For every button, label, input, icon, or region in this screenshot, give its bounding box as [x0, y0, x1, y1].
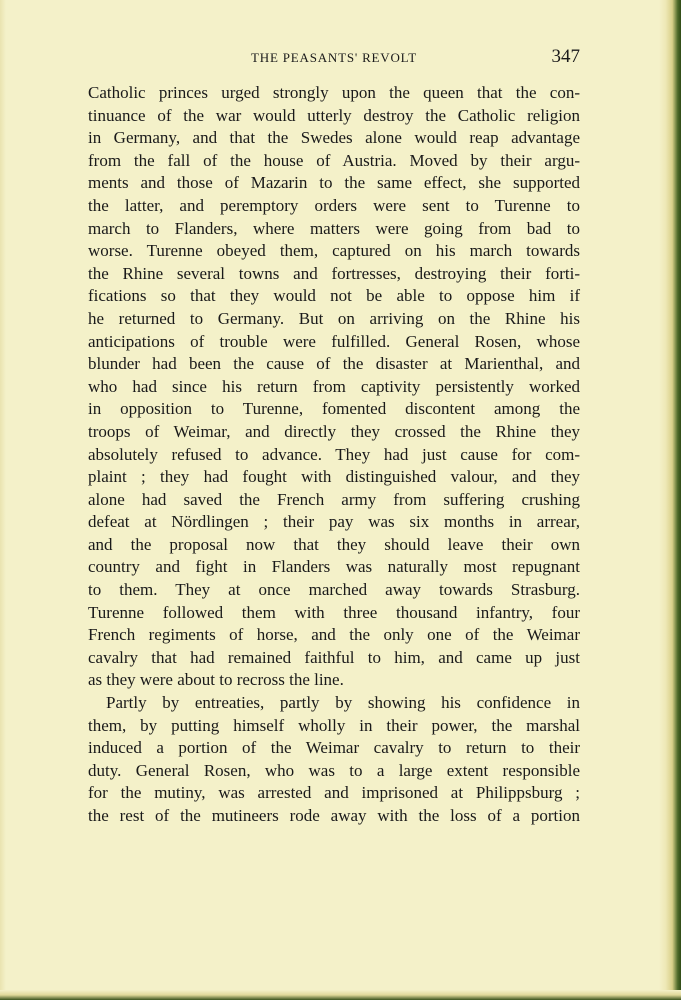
text-line: anticipations of trouble were fulfilled. General Rosen, whose [88, 331, 580, 351]
text-line: who had since his return from captivity persistently worked [88, 376, 580, 396]
text-line: Catholic princes urged strongly upon the queen that the con- [88, 83, 580, 102]
body-text [88, 82, 580, 828]
text-line: march to Flanders, where matters were going from bad to [88, 218, 580, 238]
page-bottom-edge [0, 990, 681, 1000]
text-line: troops of Weimar, and directly they crossed the Rhine they [88, 421, 580, 441]
page-right-edge [659, 0, 681, 1000]
text-line: them, by putting himself wholly in their power, the marshal [88, 715, 580, 735]
paragraph-end-line: as they were about to recross the line. [88, 670, 344, 690]
text-line: blunder had been the cause of the disaster at Marienthal, and [88, 354, 580, 374]
text-line: to them. They at once marched away towards Strasburg. [88, 580, 580, 600]
text-line: the Rhine several towns and fortresses, destroying their forti- [88, 263, 580, 283]
text-line: tinuance of the war would utterly destroy the Catholic religion [88, 105, 580, 125]
text-line: for the mutiny, was arrested and imprisoned at Philippsburg ; [88, 783, 580, 803]
text-line: he returned to Germany. But on arriving on the Rhine his [88, 308, 580, 328]
running-head: THE PEASANTS' REVOLT [251, 50, 417, 65]
text-line: induced a portion of the Weimar cavalry to return to their [88, 738, 580, 758]
text-line: Turenne followed them with three thousand infantry, four [88, 602, 580, 622]
page-number: 347 [551, 46, 580, 67]
text-line: in Germany, and that the Swedes alone would reap advantage [88, 128, 580, 148]
text-line: the latter, and peremptory orders were sent to Turenne to [88, 195, 580, 215]
text-line: absolutely refused to advance. They had just cause for com- [88, 444, 580, 464]
text-line: cavalry that had remained faithful to him, and came up just [88, 647, 580, 667]
page-header [88, 46, 580, 68]
paragraph-start-line: Partly by entreaties, partly by showing his confidence in [106, 693, 580, 713]
text-line: French regiments of horse, and the only one of the Weimar [88, 625, 580, 645]
text-line: plaint ; they had fought with distinguished valour, and they [88, 467, 580, 487]
text-line: alone had saved the French army from suffering crushing [88, 489, 580, 509]
text-line: from the fall of the house of Austria. Moved by their argu- [88, 150, 580, 170]
text-line: in opposition to Turenne, fomented discontent among the [88, 399, 580, 419]
text-line: and the proposal now that they should leave their own [88, 534, 580, 554]
text-line: defeat at Nördlingen ; their pay was six months in arrear, [88, 512, 580, 532]
text-line: country and fight in Flanders was naturally most repugnant [88, 557, 580, 577]
page-left-edge [0, 0, 6, 1000]
text-line: fications so that they would not be able to oppose him if [88, 286, 580, 306]
text-line: ments and those of Mazarin to the same effect, she supported [88, 173, 580, 193]
text-line: duty. General Rosen, who was to a large extent responsible [88, 760, 580, 780]
text-line: the rest of the mutineers rode away with the loss of a portion [88, 806, 580, 825]
text-line: worse. Turenne obeyed them, captured on his march towards [88, 241, 580, 261]
